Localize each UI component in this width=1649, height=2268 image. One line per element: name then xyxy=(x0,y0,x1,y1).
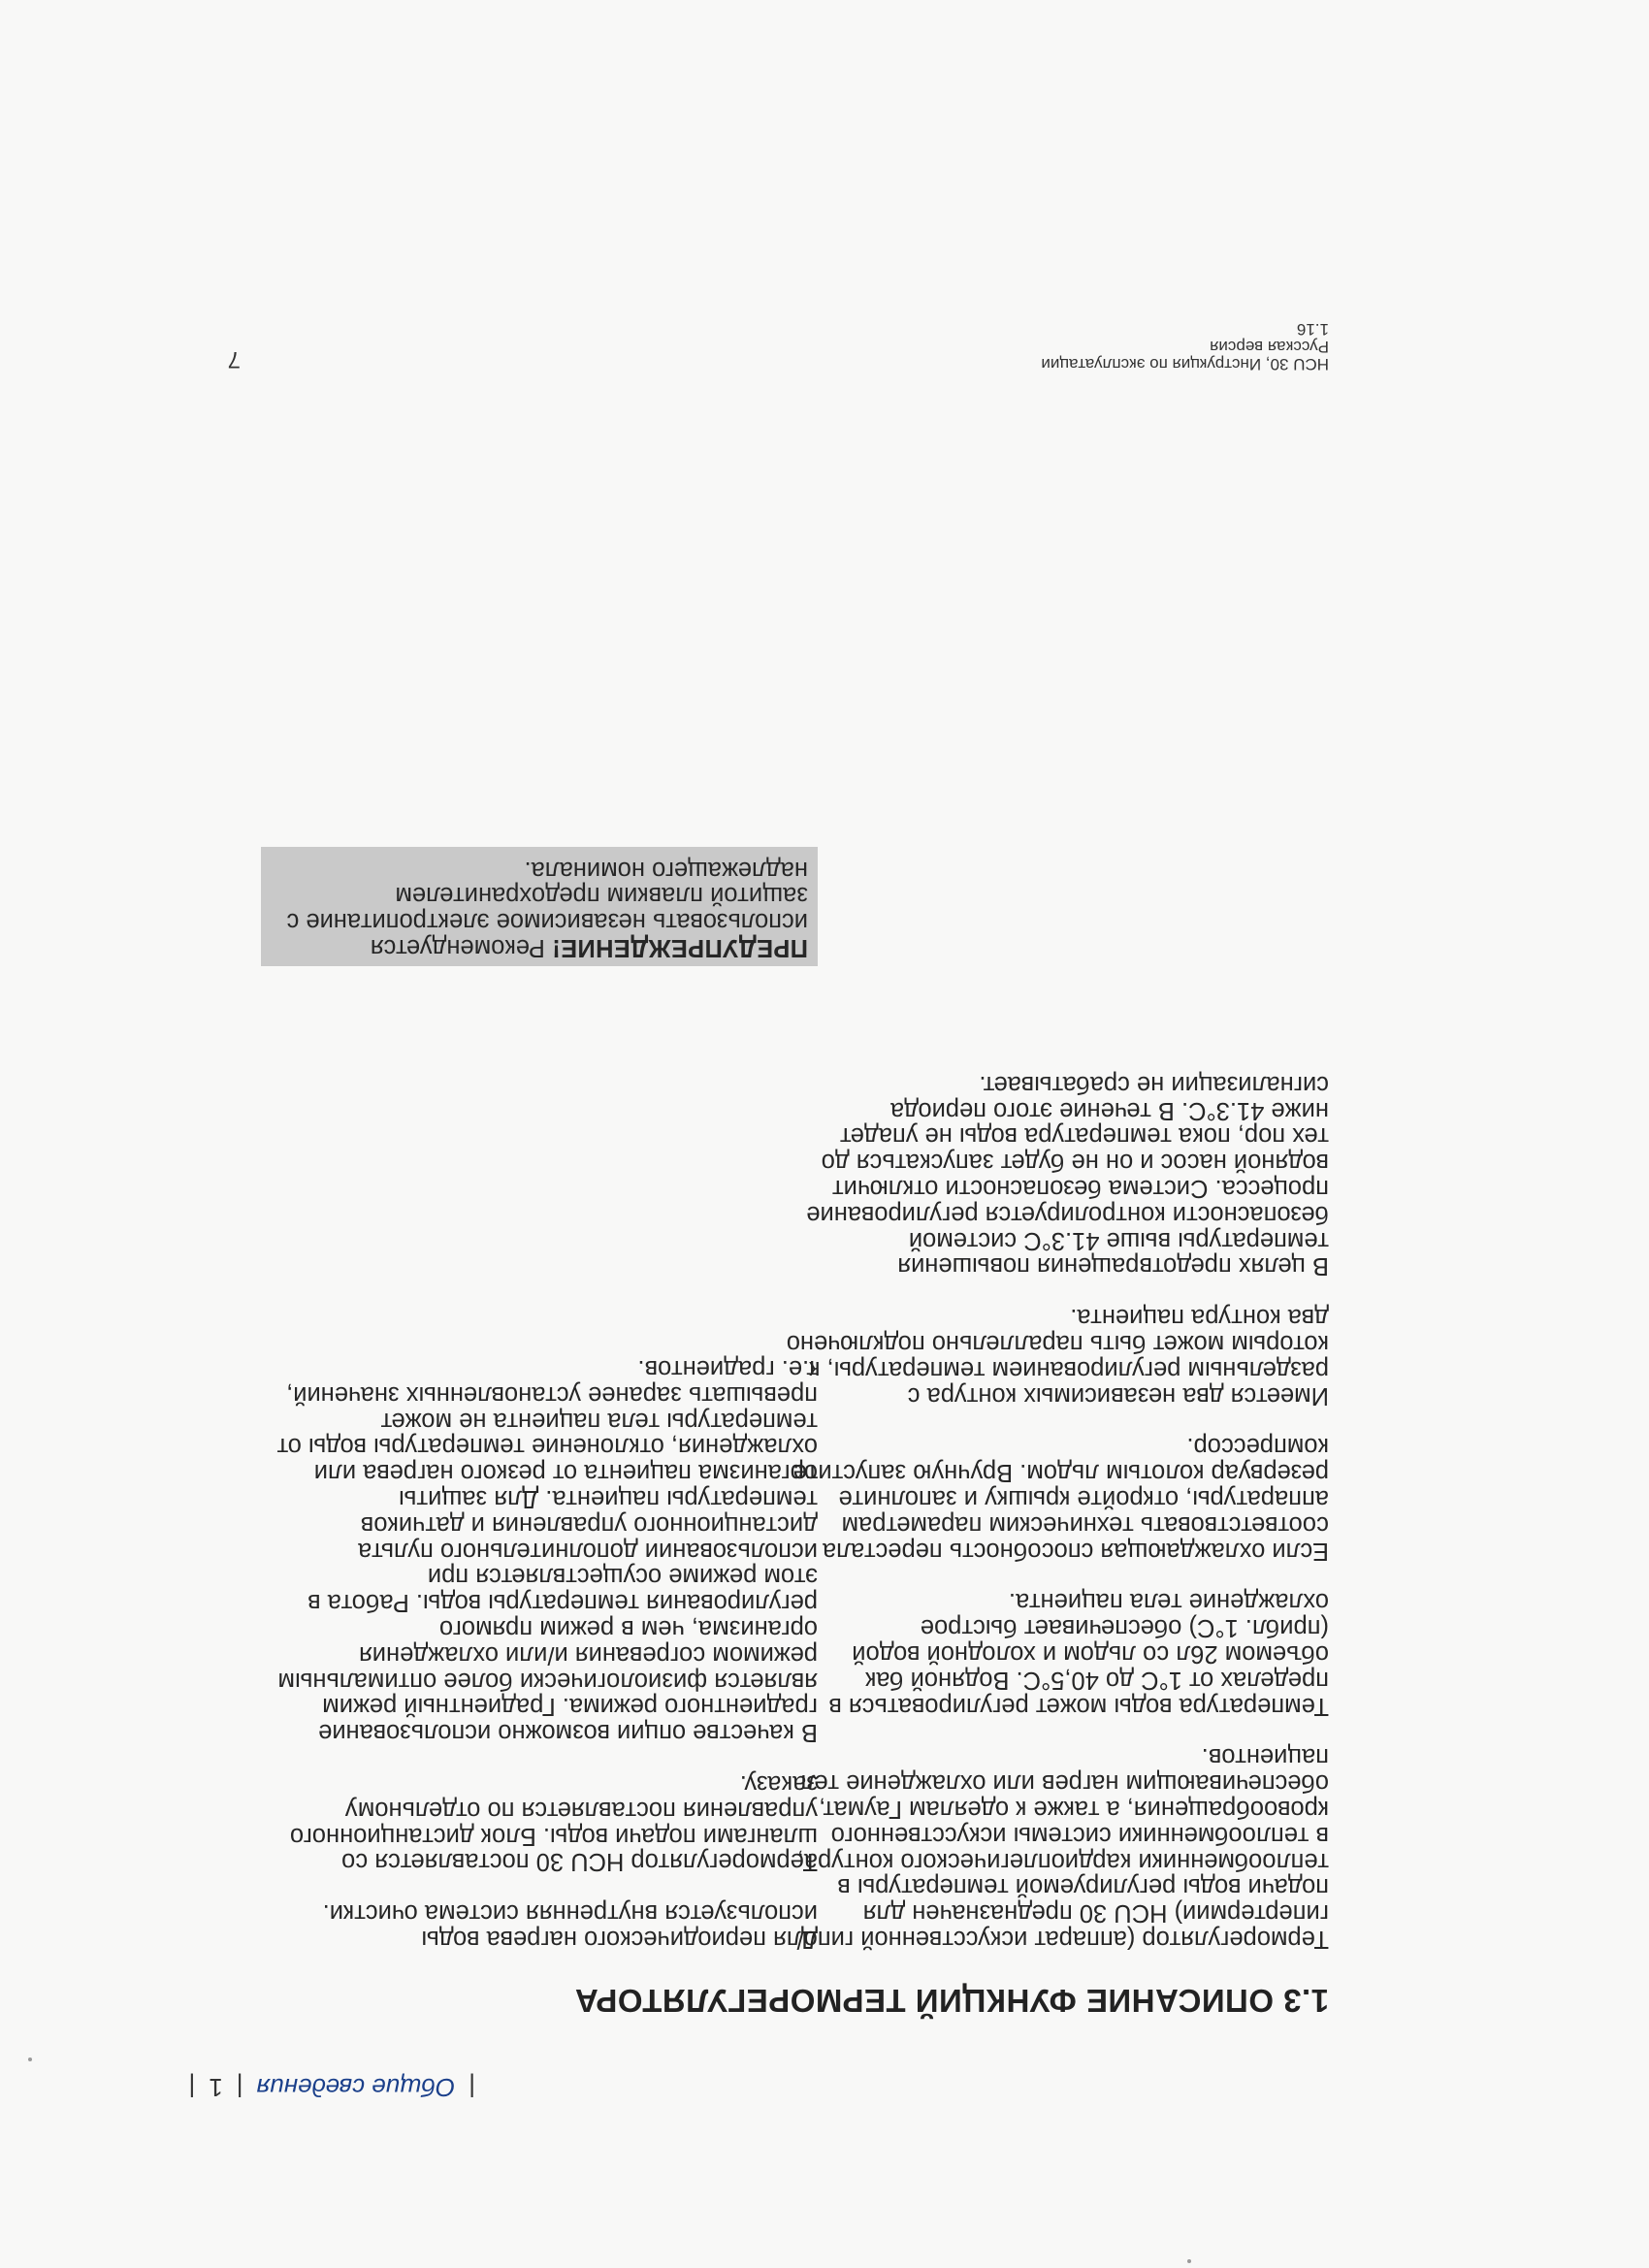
scan-speck xyxy=(28,2057,32,2061)
paragraph: Терморегулятор (аппарат искусственной гипо/гипертермии) НСU 30 предназначен для подачи воды регулируемой температуры в теплообменники кардиоплегического контура, в теплообменники системы искусственного кровообращения, а также к одеялам Гаумат, обеспечивающим нагрев или охлаждение тел пациентов. xyxy=(796,1743,1329,1953)
paragraph: Температура воды может регулироваться в пределах от 1°С до 40,5°С. Водяной бак объемом 26л со льдом и холодной водой (прибл. 1°С) обеспечивает быстрое охлаждение тела пациента. xyxy=(828,1588,1329,1720)
header-divider: | xyxy=(469,2073,475,2103)
header-divider: | xyxy=(188,2073,196,2103)
footer-doc-title: НСU 30, Инструкция по эксплуатации xyxy=(1041,355,1329,373)
footer-version: 1.16 xyxy=(1296,320,1329,339)
section-title: 1.3 ОПИСАНИЕ ФУНКЦИЙ ТЕРМОРЕГУЛЯТОРА xyxy=(574,1983,1329,2019)
paragraph: Терморегулятор НСU 30 поставляется со шлангами подачи воды. Блок дистанционного управления поставляется по отдельному заказу. xyxy=(289,1770,818,1876)
paragraph: Если охлаждающая способность перестала соответствовать техническим параметрам аппаратуры, откройте крышку и заполните резервуар колотым льдом. Вручную запустите компрессор. xyxy=(792,1433,1329,1565)
footer-version-label: Русская версия xyxy=(1210,338,1329,356)
paragraph: Имеется два независимых контура с раздельным регулированием температуры, к которым может быть параллельно подключено два контура пациента. xyxy=(786,1304,1329,1409)
header-section: Общие сведения xyxy=(256,2073,456,2103)
warning-text: Рекомендуется использовать независимое электропитание с защитой плавким предохранителем надлежащего номинала. xyxy=(286,856,808,961)
warning-label: ПРЕДУПРЕЖДЕНИЕ! xyxy=(552,934,808,961)
right-column xyxy=(275,1330,818,1952)
header-page-ref: 1 xyxy=(209,2073,223,2103)
page-header xyxy=(87,2068,475,2107)
left-column xyxy=(781,1046,1329,1952)
header-divider: | xyxy=(236,2073,243,2103)
warning-box xyxy=(261,847,818,966)
paragraph: В целях предотвращения повышения температуры выше 41.3°С системой безопасности контролируется регулирование процесса. Система безопасности отключит водяной насос и он не будет запускаться до тех пор, пока температура воды не упадет ниже 41.3°С. В течение этого периода сигнализации не срабатывает. xyxy=(806,1070,1329,1280)
page-footer xyxy=(1009,320,1329,373)
page-number: 7 xyxy=(227,346,241,373)
paragraph: В качестве опции возможно использование градиентного режима. Градиентный режим является физиологически более оптимальным режимом согревания и/или охлаждения организма, чем в режим прямого регулирования температуры воды. Работа в этом режиме осуществляется при использовании дополнительного пульта дистанционного управления и датчиков температуры пациента. Для защиты организма пациента от резкого нагрева или охлаждения, отклонение температуры воды от температуры тела пациента не может превышать заранее установленных значений, т.е. градиентов. xyxy=(276,1355,818,1747)
scan-speck xyxy=(1187,2259,1191,2263)
paragraph: Для периодического нагрева воды используется внутренняя система очистки. xyxy=(322,1899,818,1953)
